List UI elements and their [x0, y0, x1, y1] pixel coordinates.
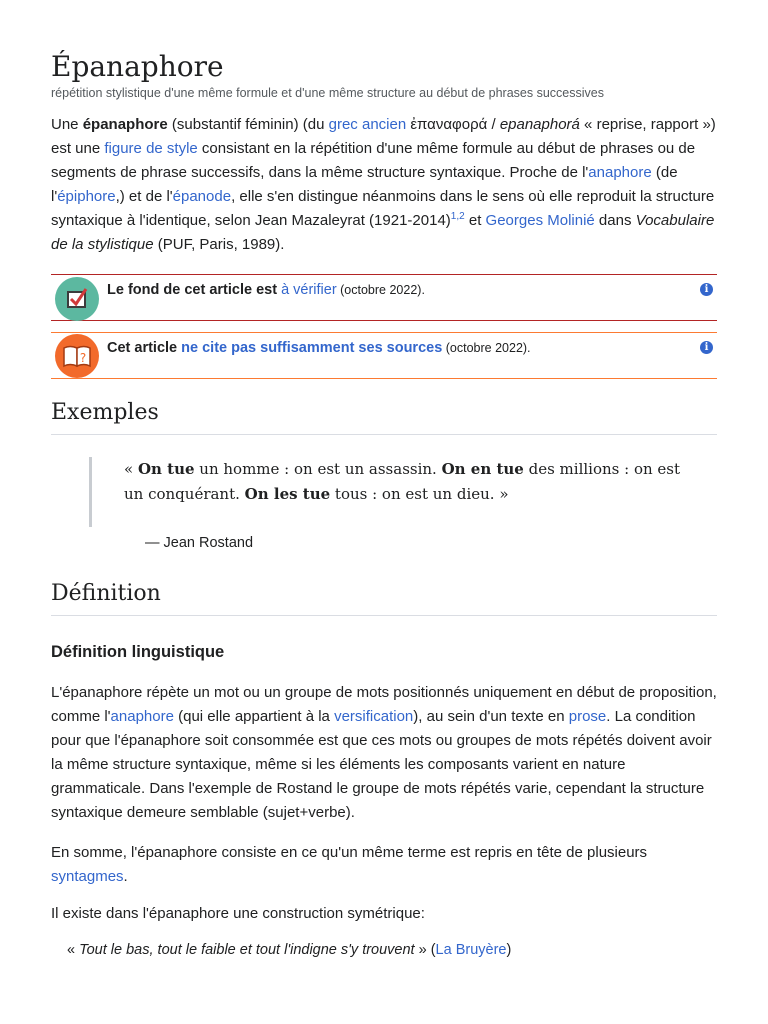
link-syntagmes[interactable]: syntagmes	[51, 868, 124, 885]
intro-text: ,) et de l'	[115, 188, 173, 205]
page-title: Épanaphore	[51, 50, 224, 83]
example-text: » (	[414, 942, 436, 958]
link-la-bruyere[interactable]: La Bruyère	[435, 942, 507, 958]
intro-text: consistant en la répétition d'une même formule au début de phrases ou de segments de phrase successifs, dans la même structure syntaxique. Proche de l'	[51, 140, 696, 181]
intro-text: (substantif féminin) (du	[167, 116, 329, 133]
reference-link[interactable]: 1,2	[450, 211, 465, 222]
intro-translit: epanaphorá	[499, 116, 580, 133]
blockquote	[89, 457, 684, 527]
banner-bold: Le fond de cet article est	[107, 282, 282, 298]
banner-date: (octobre 2022).	[336, 283, 425, 297]
page-subtitle: répétition stylistique d'une même formule et d'une même structure au début de phrases successives	[51, 86, 604, 100]
link-sources[interactable]: ne cite pas suffisamment ses sources	[181, 340, 443, 356]
banner-date: (octobre 2022).	[442, 341, 531, 355]
intro-paragraph	[51, 113, 719, 257]
link-grec-ancien[interactable]: grec ancien	[328, 116, 407, 133]
link-epiphore[interactable]: épiphore	[57, 188, 116, 205]
sources-banner	[51, 332, 717, 379]
example-line	[67, 939, 511, 961]
paragraph-text: . La condition pour que l'épanaphore soit consommée est que ces mots ou groupes de mots répétés doivent avoir la même structure syntaxique, même si les éléments les composants varient en nature grammaticale. Dans l'exemple de Rostand le groupe de mots répétés varie, cependant la structure syntaxique demeure semblable (sujet+verbe).	[51, 708, 712, 821]
symmetry-paragraph: Il existe dans l'épanaphore une construction symétrique:	[51, 905, 425, 922]
paragraph-text: ), au sein d'un texte en	[413, 708, 569, 725]
verify-banner	[51, 274, 717, 321]
intro-text: Une	[51, 116, 83, 133]
link-a-verifier[interactable]: à vérifier	[281, 282, 337, 298]
info-icon[interactable]: i	[700, 283, 713, 296]
link-anaphore[interactable]: anaphore	[588, 164, 652, 181]
quote-bold: On en tue	[441, 460, 524, 478]
paragraph-text: .	[123, 868, 128, 885]
example-text: )	[506, 942, 512, 958]
intro-text: et	[464, 212, 486, 229]
intro-text: « reprise, rapport ») est une	[51, 116, 716, 157]
intro-text: (de l'	[51, 164, 678, 205]
intro-text: (PUF, Paris, 1989).	[153, 236, 285, 253]
quote-text: un homme : on est un assassin.	[194, 460, 442, 478]
paragraph-text: L'épanaphore répète un mot ou un groupe de mots positionnés uniquement en début de proposition, comme l'	[51, 684, 717, 725]
checklist-icon	[55, 277, 99, 321]
banner-bold: Cet article	[107, 340, 182, 356]
verify-banner-text	[107, 280, 425, 300]
link-figure-de-style[interactable]: figure de style	[104, 140, 198, 157]
example-text: «	[67, 942, 80, 958]
quote-attribution: — Jean Rostand	[145, 535, 254, 551]
subsection-heading: Définition linguistique	[51, 643, 225, 661]
section-heading-definition: Définition	[51, 579, 717, 616]
link-anaphore[interactable]: anaphore	[110, 708, 174, 725]
link-georges-molinie[interactable]: Georges Molinié	[485, 212, 595, 229]
paragraph-text: (qui elle appartient à la	[173, 708, 335, 725]
paragraph-text: En somme, l'épanaphore consiste en ce qu'un même terme est repris en tête de plusieurs	[51, 844, 648, 861]
intro-text: ἐπαναφορά /	[406, 116, 500, 133]
info-icon[interactable]: i	[700, 341, 713, 354]
quote-text: «	[124, 460, 138, 478]
link-prose[interactable]: prose	[568, 708, 607, 725]
link-versification[interactable]: versification	[334, 708, 414, 725]
quote-text: tous : on est un dieu. »	[330, 485, 509, 503]
definition-paragraph	[51, 681, 719, 825]
section-heading-exemples: Exemples	[51, 398, 717, 435]
intro-text: dans	[594, 212, 636, 229]
svg-text:?: ?	[79, 351, 87, 365]
quote-bold: On tue	[137, 460, 195, 478]
quote-bold: On les tue	[244, 485, 331, 503]
book-title: Vocabulaire de la stylistique	[51, 212, 715, 253]
example-quote: Tout le bas, tout le faible et tout l'indigne s'y trouvent	[79, 942, 415, 958]
quote-text: des millions : on est un conquérant.	[124, 460, 681, 503]
intro-term: épanaphore	[82, 116, 168, 133]
link-epanode[interactable]: épanode	[172, 188, 232, 205]
sources-banner-text	[107, 338, 531, 358]
intro-text: , elle s'en distingue néanmoins dans le sens où elle reproduit la structure syntaxique à l'identique, selon Jean Mazaleyrat (1921-2014)	[51, 188, 715, 229]
book-question-icon	[55, 334, 99, 378]
summary-paragraph	[51, 841, 719, 889]
